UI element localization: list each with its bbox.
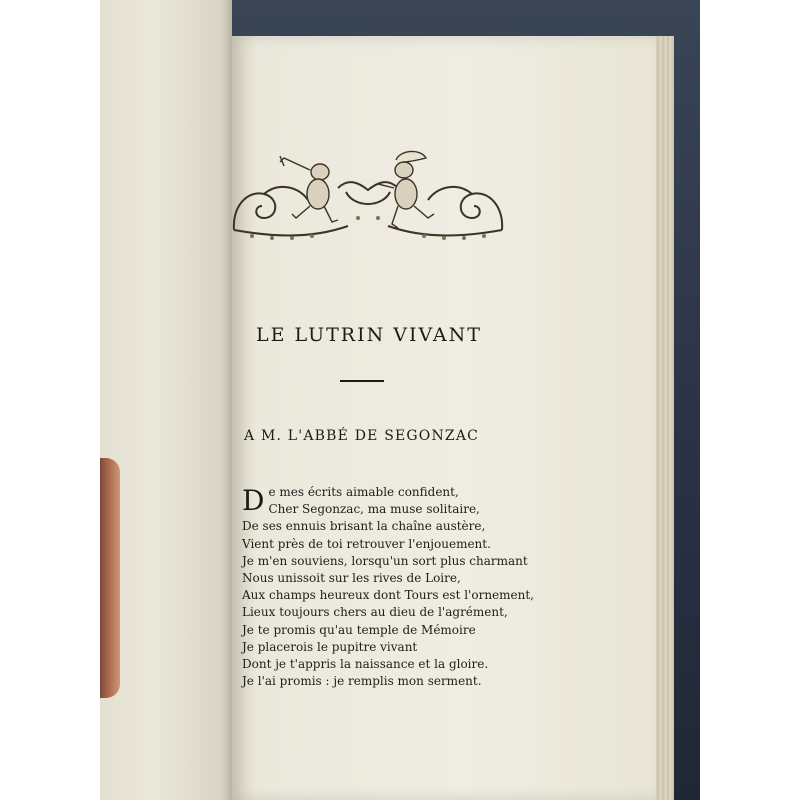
poem-line: Je l'ai promis : je remplis mon serment. xyxy=(242,674,482,689)
dedication-line: A M. L'ABBÉ DE SEGONZAC xyxy=(244,428,480,444)
poem-line: Cher Segonzac, ma muse solitaire, xyxy=(268,502,480,517)
poem-line: Lieux toujours chers au dieu de l'agrément, xyxy=(242,605,508,620)
poem-title: LE LUTRIN VIVANT xyxy=(256,324,482,346)
holding-finger xyxy=(100,458,120,698)
poem-line: e mes écrits aimable confident, xyxy=(268,485,459,499)
poem-line: Je te promis qu'au temple de Mémoire xyxy=(242,622,476,637)
poem-line: Vient près de toi retrouver l'enjouement. xyxy=(242,536,491,551)
poem-line: Nous unissoit sur les rives de Loire, xyxy=(242,571,461,586)
poem-line: Dont je t'appris la naissance et la gloire. xyxy=(242,657,489,672)
poem-line: De ses ennuis brisant la chaîne austère, xyxy=(242,519,486,534)
drop-cap: D xyxy=(242,484,265,517)
poem-line: Aux champs heureux dont Tours est l'ornement, xyxy=(242,588,534,603)
title-divider xyxy=(340,380,384,382)
cherub-ornament-vignette xyxy=(228,148,508,248)
poem-body xyxy=(242,484,542,690)
poem-line: Je m'en souviens, lorsqu'un sort plus charmant xyxy=(242,553,528,568)
poem-line: Je placerois le pupitre vivant xyxy=(242,639,418,654)
